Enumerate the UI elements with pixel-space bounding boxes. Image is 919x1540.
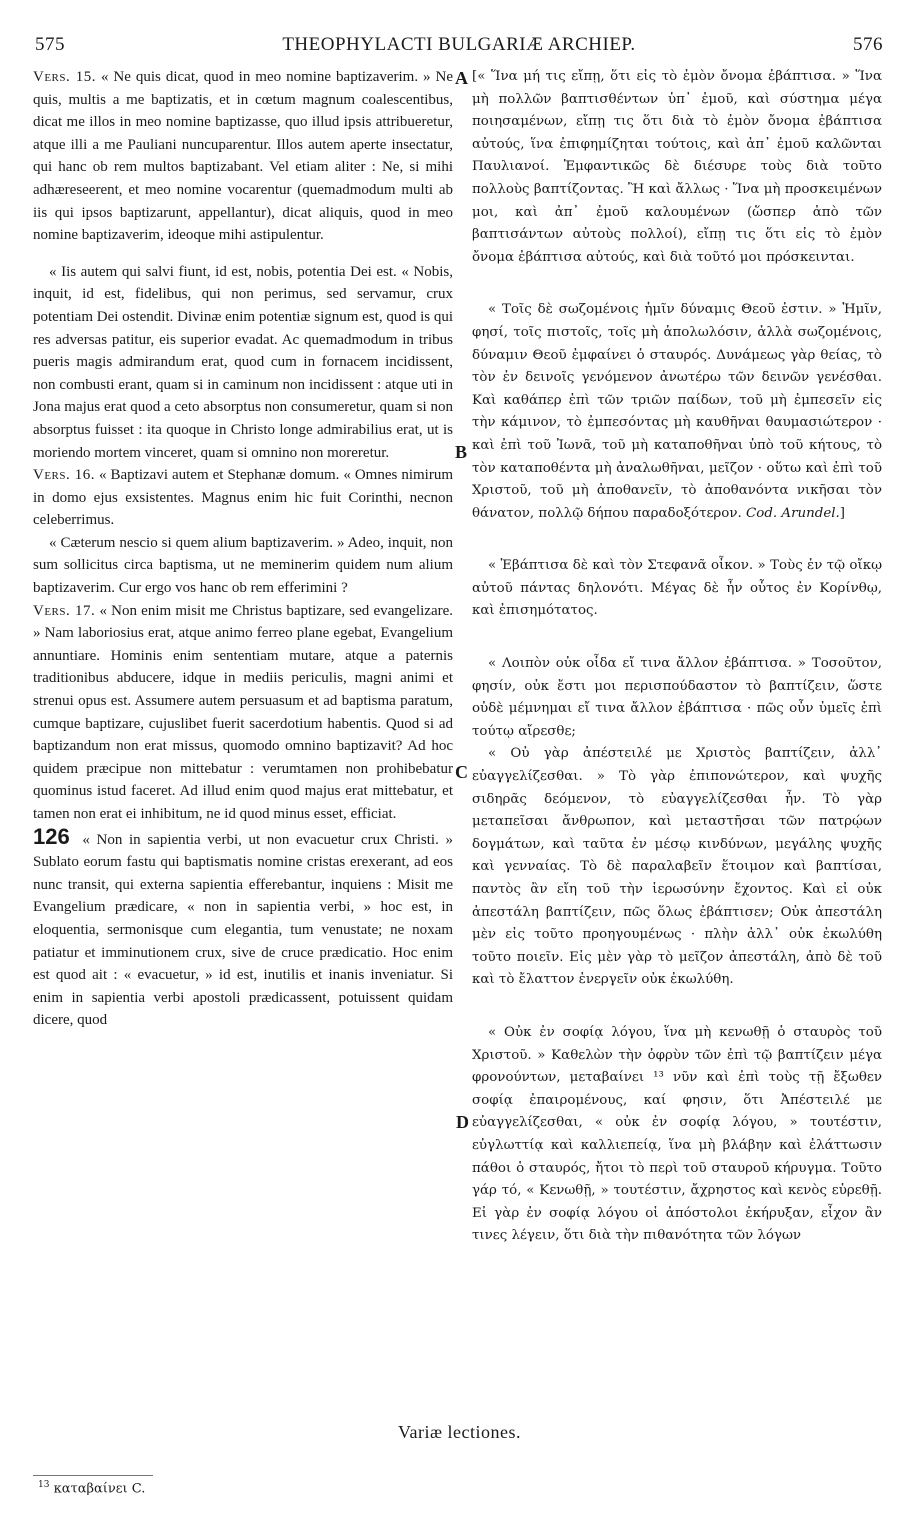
footnote	[38, 1480, 145, 1496]
section-marker-b: B	[455, 442, 468, 462]
running-header	[35, 34, 883, 58]
codex-reference: Cod. Arundel.	[746, 505, 840, 521]
verse-label: Vers. 17.	[33, 602, 96, 619]
greek-column	[472, 66, 882, 1248]
latin-paragraph: « Iis autem qui salvi fiunt, id est, nobis, potentia Dei est. « Nobis, inquit, id est, fidelibus, qui non perimus, sed servamur, crux potentiam Dei ostendit. Divinæ enim potentiæ signum est, quod is qui res adversas patitur, eis superior evadat. Ac quemadmodum in tribus pueris magis admirandum erat, quod cum in fornacem incidissent, non combusti erant, quam si in caminum non incidissent : atque uti in Jona majus erat quod a ceto absorptus non consumeretur, quam si non absorptus fuisset : ita quoque in Christo longe admirabilius erat, ut is moriendo mortem vinceret, quam si omnino non moreretur.	[33, 263, 453, 461]
verse-text: « Ne quis dicat, quod in meo nomine baptizaverim. » Ne quis, multis a me baptizatis, et in cœtum magnum coalescentibus, dicat me illos in meo nomine baptizasse, quo illud ipsis attribueretur, atque illi a me Pauliani nuncuparentur. Illos autem aperte insectatur, qui hanc ob rem multos baptizabant. Vel etiam aliter : Ne, si mihi adhæreseerent, et meo nomine vocarentur (quemadmodum multi ab iis qui ipsos baptizarunt, appellantur), dicat aliquis, quod in meo nomine baptizaverim, ideoque mihi astipulentur.	[33, 69, 454, 244]
section-marker-c: C	[455, 762, 468, 782]
latin-column	[33, 66, 453, 1032]
variae-lectiones-heading: Variæ lectiones.	[398, 1422, 521, 1442]
verse-text: « Baptizavi autem et Stephanæ domum. « Omnes nimirum in domo ejus exsistentes. Magnus enim hic fuit Corinthi, necnon celeberrimus.	[33, 467, 454, 529]
latin-paragraph-126	[33, 823, 453, 1032]
greek-paragraph: « Οὐκ ἐν σοφίᾳ λόγου, ἵνα μὴ κενωθῇ ὁ σταυρὸς τοῦ Χριστοῦ. » Καθελὼν τὴν ὀφρὺν τῶν ἐπὶ τῷ βαπτίζειν μέγα φρονούντων, μεταβαίνει ¹³ νῦν καὶ ἐπὶ τοὺς τῇ ἔξωθεν σοφίᾳ ἐπαιρομένους, καί φησιν, ὅτι Ἀπέστειλέ με εὐαγγελίζεσθαι, « οὐκ ἐν σοφίᾳ λόγου, » τουτέστιν, εὐγλωττίᾳ καὶ καλλιεπείᾳ, ἵνα μὴ βλάβην καὶ ἐλάττωσιν πάθοι ὁ σταυρός, ἤτοι τὸ περὶ τοῦ σταυροῦ κήρυγμα. Τοῦτο γάρ τό, « Κενωθῇ, » τουτέστιν, ἄχρηστος καὶ κενὸς εὑρεθῇ. Εἰ γὰρ ἐν σοφίᾳ λόγου οἱ ἀπόστολοι ἐκήρυξαν, εἶχον ἂν τινες λέγειν, ὅτι διὰ τὴν πιθανότητα τῶν λόγων	[472, 1024, 882, 1244]
latin-verse-17	[33, 600, 453, 826]
greek-paragraph: [« Ἵνα μή τις εἴπῃ, ὅτι εἰς τὸ ἐμὸν ὄνομα ἐβάπτισα. » Ἵνα μὴ πολλῶν βαπτισθέντων ὑπ᾽ ἐμοῦ, καὶ σύστημα μέγα ποιησαμένων, εἴπῃ τις ὅτι διὰ τὸ ἐμὸν ὄνομα ἐβάπτισα αὐτούς, ἵνα ἐπιφημίζηται τούτοις, καὶ ἀπ᾽ ἐμοῦ καλῶνται Παυλιανοί. Ἐμφαντικῶς δὲ διέσυρε τοὺς διὰ τοῦτο πολλοὺς βαπτίζοντας. Ἢ καὶ ἄλλως · Ἵνα μὴ προσκειμένων μοι, καὶ ἀπ᾽ ἐμοῦ καλουμένων (ὥσπερ ἀπὸ τῶν βαπτισάντων αὐτοὺς πολλοί), εἴπῃ τις ὅτι εἰς τὸ ἐμὸν ὄνομα ἐβάπτισα αὐτούς, καὶ διὰ τοῦτό μοι πρόσκεινται.	[472, 69, 882, 265]
section-marker-a: A	[455, 68, 468, 88]
footnote-number: 13	[38, 1480, 50, 1490]
original-page-number: 126	[33, 823, 70, 849]
verse-text: « Non enim misit me Christus baptizare, sed evangelizare. » Nam laboriosius erat, atque animo ferreo plane egebat, Evangelium annuntiare. Hominis enim sententiam mutare, atque a paternis traditionibus abducere, idque in mediis periculis, magni animi et strenui opus est. Assumere autem persuasum et ad baptisma paratum, cumque baptizare, cujuslibet fuerit sacerdotium habentis. Quod si ad baptizandum non erat missus, quomodo omnino baptizavit? Ad hoc quidem præcipue non mittebatur : verumtamen non prohibebatur quominus istud faceret. Ad illud enim quod majus erat mittebatur, et tamen non erat ei inhibitum, ne id quod minus esset, efficiat.	[33, 602, 453, 822]
greek-paragraph: « Ἐβάπτισα δὲ καὶ τὸν Στεφανᾶ οἶκον. » Τοὺς ἐν τῷ οἴκῳ αὐτοῦ πάντας δηλονότι. Μέγας δὲ ἦν οὗτος ἐν Κορίνθῳ, καὶ ἐπισημότατος.	[472, 558, 882, 619]
page-number-left: 575	[35, 34, 65, 55]
footnote-divider	[33, 1475, 153, 1476]
latin-verse-15	[33, 66, 453, 247]
section-marker-d: D	[456, 1112, 469, 1132]
running-title: THEOPHYLACTI BULGARIÆ ARCHIEP.	[282, 34, 636, 55]
greek-paragraph: « Τοῖς δὲ σωζομένοις ἡμῖν δύναμις Θεοῦ ἐστιν. » Ἡμῖν, φησί, τοῖς πιστοῖς, τοῖς μὴ ἀπολωλόσιν, ἀλλὰ σωζομένοις, δύναμιν Θεοῦ ἐμφαίνει ὁ σταυρός. Δυνάμεως γὰρ θείας, τὸ τὸν ἐν δεινοῖς γενόμενον ἀνωτέρω τῶν δεινῶν γενέσθαι. Καὶ καθάπερ ἐπὶ τῶν τριῶν παίδων, τοῦ μὴ ἐμπεσεῖν εἰς τὴν κάμινον, τὸ ἐμπεσόντας μὴ καυθῆναι θαυμασιώτερον · καὶ ἐπὶ τοῦ Ἰωνᾶ, τοῦ μὴ καταποθῆναι ὑπὸ τοῦ κήτους, τὸ τὸν καταποθέντα μὴ ἀναλωθῆναι, μεῖζον · οὕτω καὶ ἐπὶ τοῦ Χριστοῦ, τοῦ μὴ ἀποθανεῖν, τὸ ἀποθανόντα νικῆσαι τὸν θάνατον, πολλῷ δήπου παραδοξότερον. Cod. Arundel.]	[472, 302, 882, 521]
latin-verse-16	[33, 464, 453, 532]
greek-paragraph: « Λοιπὸν οὐκ οἶδα εἴ τινα ἄλλον ἐβάπτισα. » Τοσοῦτον, φησίν, οὐκ ἔστι μοι περισπούδαστον τὸ βαπτίζειν, ὥστε οὐδὲ μέμνημαι εἴ τινα ἄλλον ἐβάπτισα · πῶς οὖν ὑμεῖς ἐπὶ τούτῳ αἴρεσθε;	[472, 656, 882, 739]
page-number-right: 576	[853, 34, 883, 55]
greek-paragraph: « Οὐ γὰρ ἀπέστειλέ με Χριστὸς βαπτίζειν, ἀλλ᾽ εὐαγγελίζεσθαι. » Τὸ γὰρ ἐπιπονώτερον, καὶ ψυχῆς σιδηρᾶς δεόμενον, τὸ εὐαγγελίζεσθαι ἦν. Τὸ γὰρ μεταπεῖσαι ἄνθρωπον, καὶ μεταστῆσαι τῶν πατρῴων δογμάτων, καὶ ταῦτα ἐν μέσῳ κινδύνων, μεγάλης ψυχῆς καὶ γενναίας. Τὸ δὲ παραλαβεῖν ἕτοιμον καὶ βαπτίσαι, παντὸς ἂν εἴη τοῦ τὴν ἱερωσύνην ἔχοντος. Καὶ εἰ οὐκ ἀπεστάλη βαπτίζειν, πῶς ὅλως ἐβάπτισεν; Οὐκ ἀπεστάλη μὲν εἰς τοῦτο προηγουμένως · πλὴν ἀλλ᾽ οὐκ ἐκωλύθη τοῦτο ποιεῖν. Εἰς μὲν γὰρ τὸ μεῖζον ἀπεστάλη, ἀπὸ δὲ τοῦ καὶ τὸ ἔλαττον ἐνεργεῖν οὐκ ἐκωλύθη.	[472, 746, 882, 988]
latin-paragraph: « Cæterum nescio si quem alium baptizaverim. » Adeo, inquit, non sum sollicitus circa baptisma, ut ne meminerim quidem num alium baptizaverim. Cur ergo vos hanc ob rem efferimini ?	[33, 534, 453, 597]
verse-text: « Non in sapientia verbi, ut non evacuetur crux Christi. » Sublato eorum fastu qui baptismatis nomine cristas erexerant, ad eos nunc transit, qui externa sapientia efferebantur, inquiens : Misit me Evangelium prædicare, « non in sapientia verbi, » hoc est, in eloquentia, sermonisque cum elegantia, tum venustate; ne noxam patiatur et imminutionem crux, sive de cruce prædicatio. Hoc enim est quod ait : « evacuetur, » id est, inutilis et inanis inveniatur. Si enim in sapientia verbi apostoli prædicassent, potuissent quidam dicere, quod	[33, 831, 453, 1029]
verse-label: Vers. 15.	[33, 69, 96, 85]
verse-label: Vers. 16.	[33, 467, 96, 484]
footnote-text: καταβαίνει C.	[53, 1481, 146, 1497]
